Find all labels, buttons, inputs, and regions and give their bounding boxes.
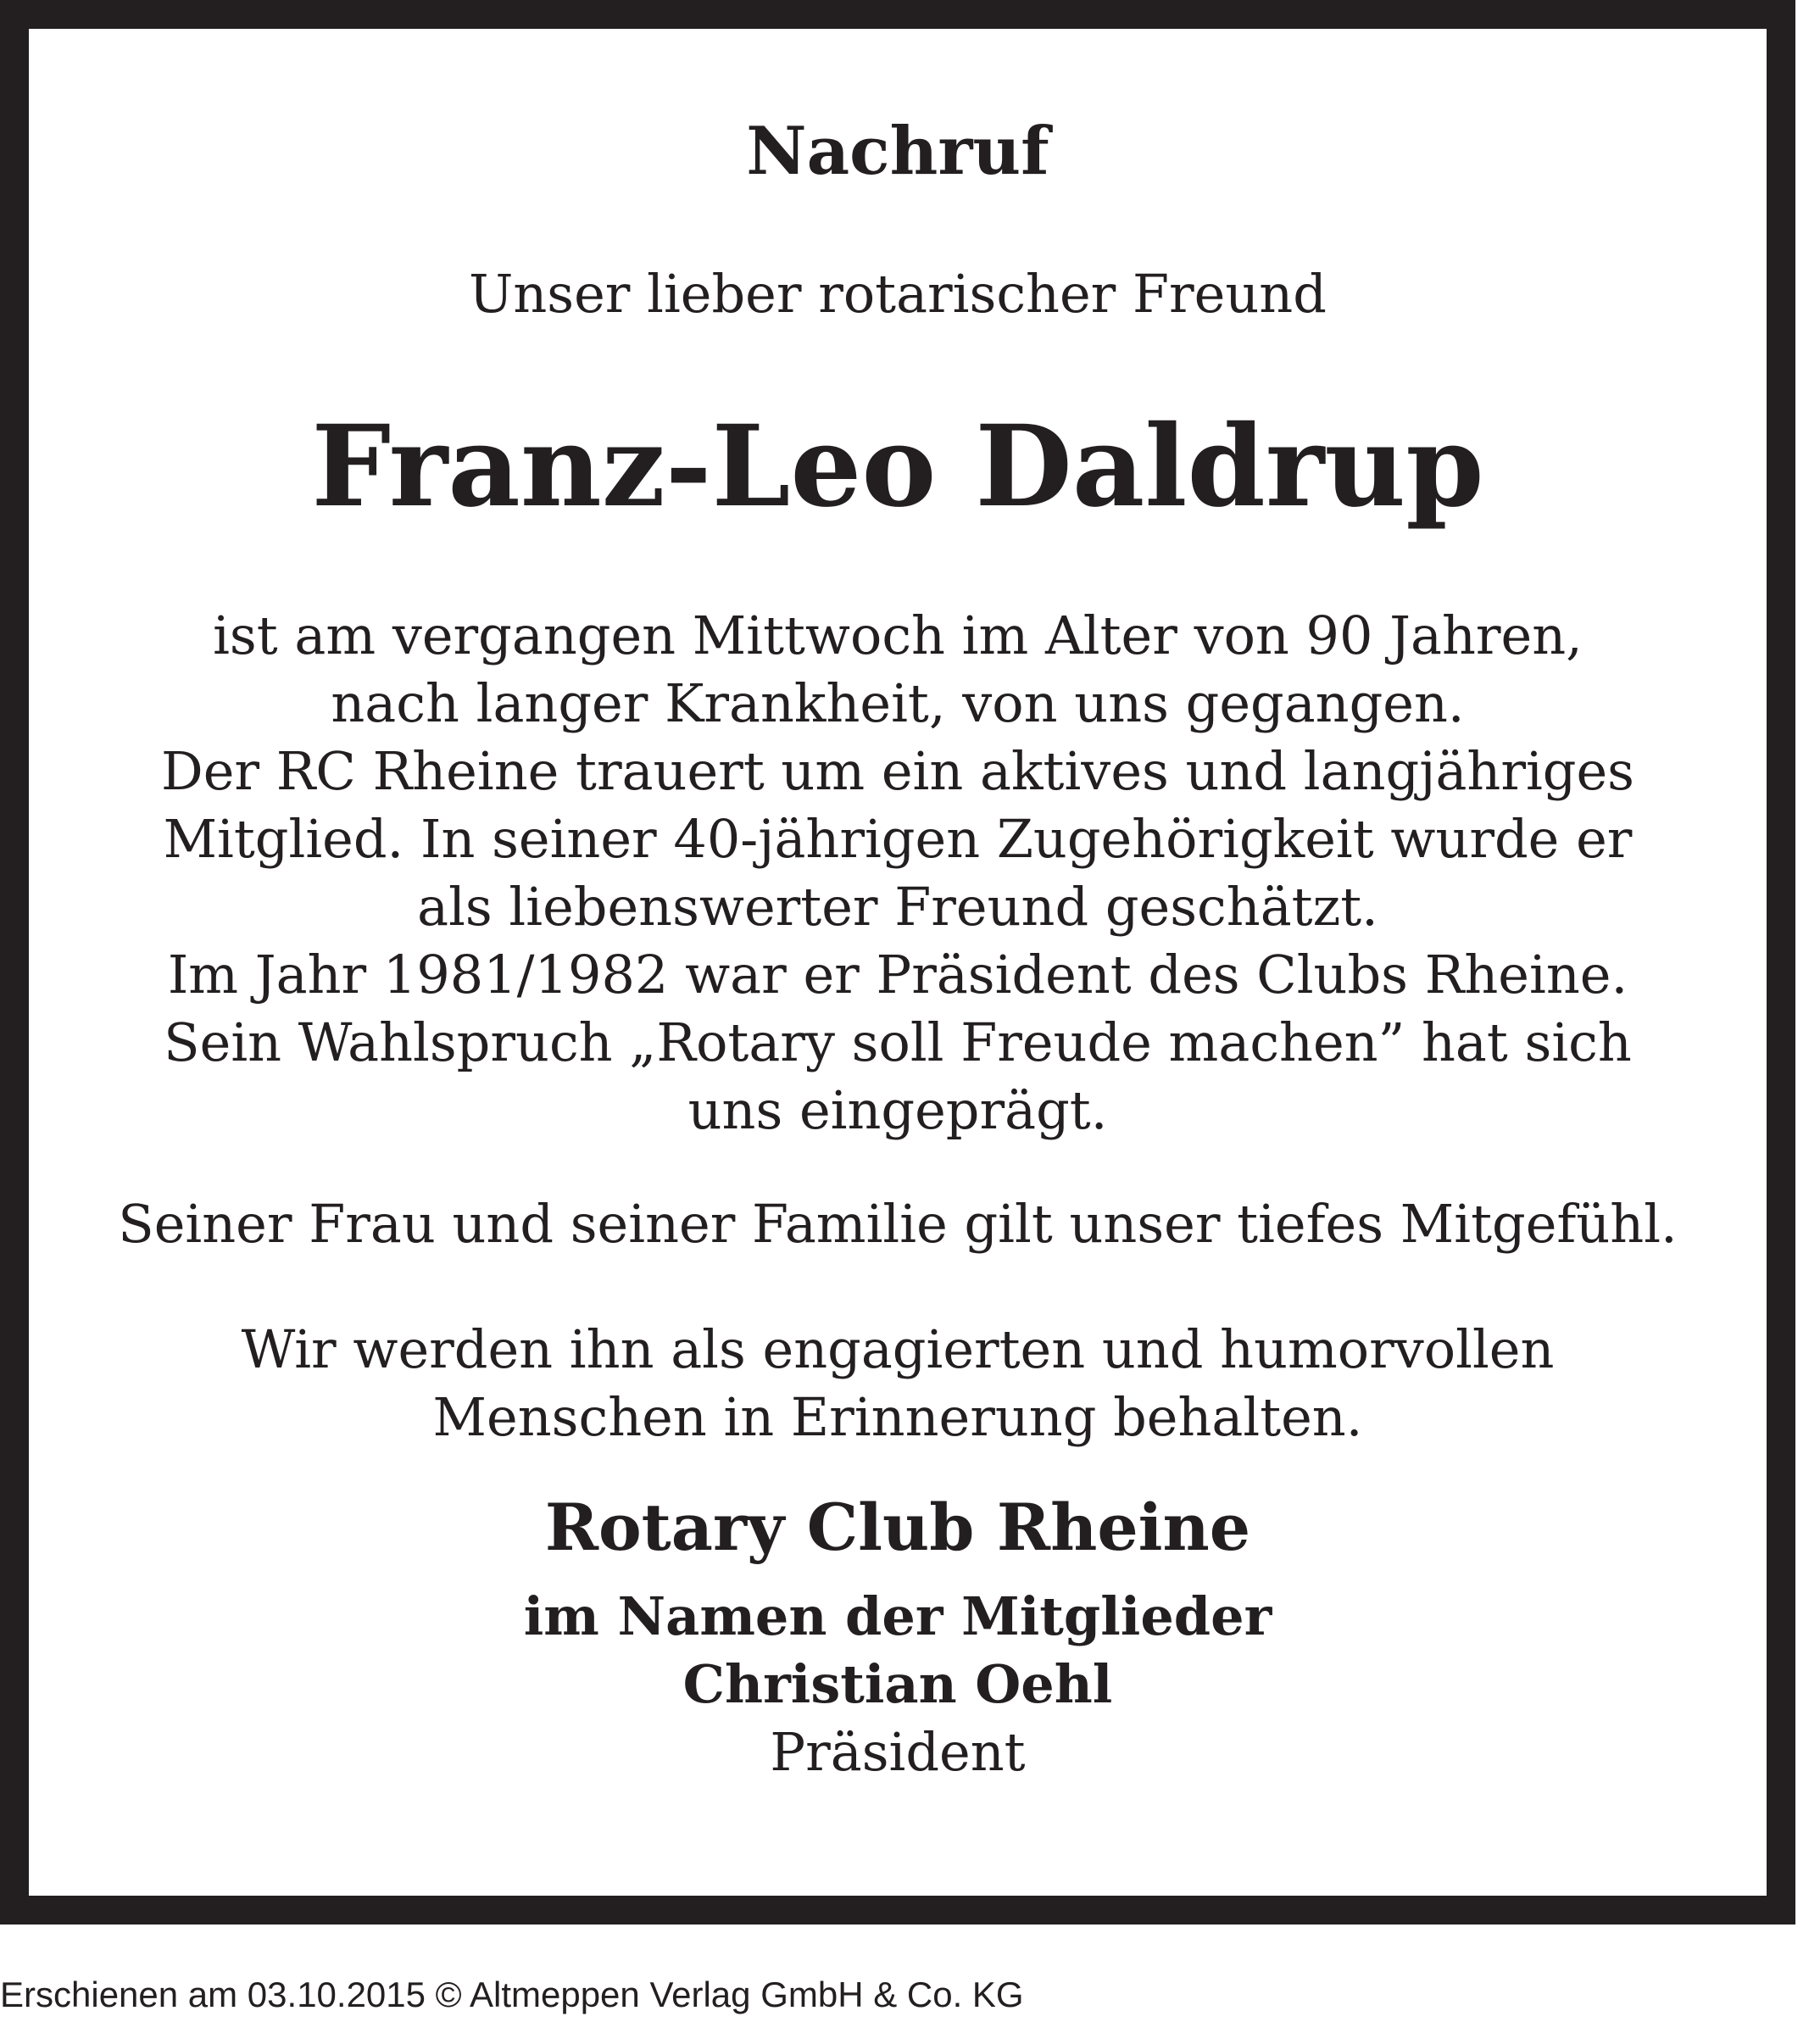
paragraph-line: Wir werden ihn als engagierten und humorvollen bbox=[241, 1318, 1555, 1380]
obituary-heading: Nachruf bbox=[746, 113, 1049, 190]
paragraph-line: als liebenswerter Freund geschätzt. bbox=[417, 876, 1378, 938]
signature-club: Rotary Club Rheine bbox=[544, 1490, 1251, 1565]
paragraph-line: Menschen in Erinnerung behalten. bbox=[432, 1386, 1363, 1448]
intro-line: Unser lieber rotarischer Freund bbox=[469, 263, 1327, 325]
paragraph-line: Der RC Rheine trauert um ein aktives und langjähriges bbox=[161, 740, 1634, 802]
signature-title: Präsident bbox=[770, 1721, 1026, 1783]
paragraph-line: Mitglied. In seiner 40-jährigen Zugehörigkeit wurde er bbox=[163, 808, 1633, 870]
signature-person: Christian Oehl bbox=[682, 1653, 1113, 1715]
obituary-paragraph-3 bbox=[29, 1316, 1767, 1451]
paragraph-line: uns eingeprägt. bbox=[687, 1079, 1108, 1141]
paragraph-line: nach langer Krankheit, von uns gegangen. bbox=[331, 672, 1465, 734]
publication-footer: Erschienen am 03.10.2015 © Altmeppen Verlag GmbH & Co. KG bbox=[0, 1975, 1024, 2014]
obituary-paragraph-2 bbox=[29, 1190, 1767, 1258]
deceased-name: Franz-Leo Daldrup bbox=[311, 401, 1484, 532]
paragraph-line: Seiner Frau und seiner Familie gilt unser tiefes Mitgefühl. bbox=[118, 1193, 1678, 1255]
paragraph-line: Im Jahr 1981/1982 war er Präsident des Clubs Rheine. bbox=[167, 944, 1628, 1005]
paragraph-line: Sein Wahlspruch „Rotary soll Freude machen” hat sich bbox=[164, 1011, 1632, 1073]
paragraph-line: ist am vergangen Mittwoch im Alter von 90 Jahren, bbox=[213, 604, 1583, 666]
obituary-content bbox=[29, 29, 1767, 1896]
signature-on-behalf: im Namen der Mitglieder bbox=[523, 1585, 1272, 1647]
obituary-paragraph-1 bbox=[29, 602, 1767, 1145]
